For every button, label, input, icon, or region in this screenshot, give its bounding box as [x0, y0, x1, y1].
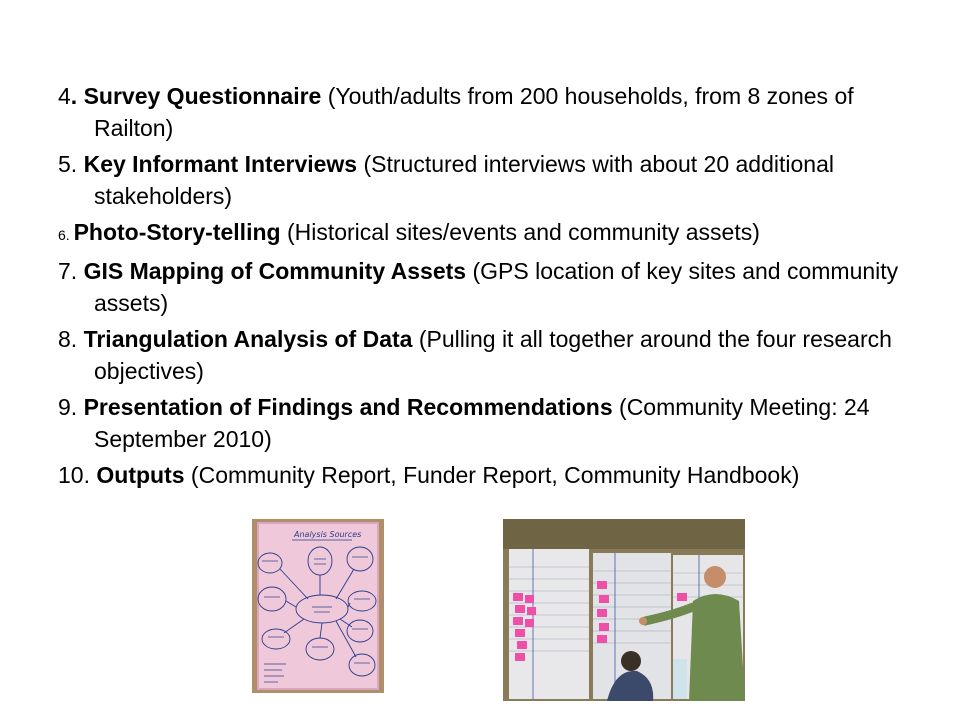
item-separator: . [70, 394, 84, 420]
item-detail: (Pulling it all together around the four research objectives) [94, 326, 892, 384]
item-title: Survey Questionnaire [83, 83, 322, 109]
method-list [58, 80, 918, 495]
item-number: 7 [58, 258, 71, 284]
list-item-triangulation [58, 323, 918, 387]
item-separator: . [70, 83, 84, 109]
item-title: Presentation of Findings and Recommendations [83, 394, 613, 420]
item-number: 10 [58, 462, 84, 488]
item-detail: (Community Report, Funder Report, Community Handbook) [184, 462, 800, 488]
list-item-gis-mapping [58, 255, 918, 319]
list-item-survey [58, 80, 918, 144]
item-separator: . [70, 151, 84, 177]
item-title: Key Informant Interviews [83, 151, 358, 177]
item-detail: (Structured interviews with about 20 additional stakeholders) [94, 151, 834, 209]
item-title: Triangulation Analysis of Data [83, 326, 413, 352]
item-number: 8 [58, 326, 71, 352]
item-separator: . [83, 462, 97, 488]
item-number: 6 [58, 227, 66, 243]
item-number: 9 [58, 394, 71, 420]
item-number: 5 [58, 151, 71, 177]
item-number: 4 [58, 83, 71, 109]
list-item-interviews [58, 148, 918, 212]
list-item-presentation [58, 391, 918, 455]
poster-heading: Analysis Sources [294, 530, 362, 539]
item-separator: . [70, 326, 84, 352]
item-detail: (GPS location of key sites and community assets) [94, 258, 899, 316]
item-separator: . [70, 258, 84, 284]
item-title: Photo-Story-telling [73, 219, 281, 245]
workshop-scene-image [503, 519, 745, 701]
item-detail: (Historical sites/events and community assets) [280, 219, 760, 245]
analysis-sources-poster-image [252, 519, 384, 693]
item-separator: . [65, 227, 74, 243]
list-item-photo-story [58, 216, 918, 251]
analysis-sources-photo [252, 519, 384, 693]
list-item-outputs [58, 459, 918, 491]
item-detail: (Youth/adults from 200 households, from 8 zones of Railton) [94, 83, 854, 141]
item-detail: (Community Meeting: 24 September 2010) [94, 394, 870, 452]
item-title: Outputs [96, 462, 185, 488]
community-workshop-photo [503, 519, 745, 701]
item-title: GIS Mapping of Community Assets [83, 258, 467, 284]
